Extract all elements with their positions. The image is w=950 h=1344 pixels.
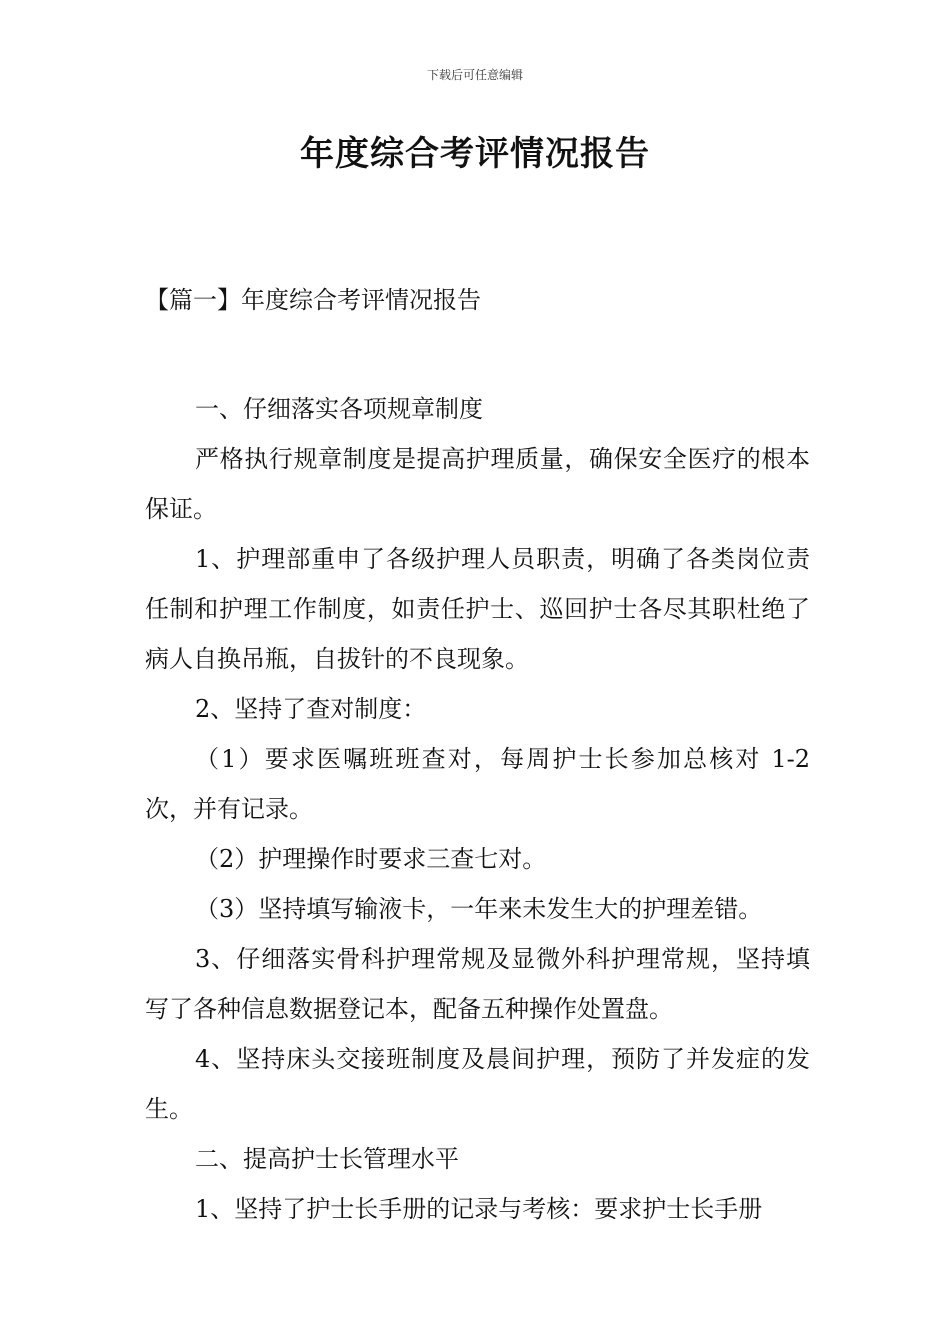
paragraph: （3）坚持填写输液卡，一年来未发生大的护理差错。 — [195, 895, 763, 923]
paragraph: 1、护理部重申了各级护理人员职责，明确了各类岗位责任制和护理工作制度，如责任护士、巡回护士各尽其职杜绝了病人自换吊瓶，自拔针的不良现象。 — [145, 545, 810, 673]
paragraph: 1、坚持了护士长手册的记录与考核：要求护士长手册 — [195, 1195, 763, 1223]
paragraph: （1）要求医嘱班班查对，每周护士长参加总核对 1-2 次，并有记录。 — [145, 745, 810, 823]
paragraph: 3、仔细落实骨科护理常规及显微外科护理常规，坚持填写了各种信息数据登记本，配备五种操作处置盘。 — [145, 945, 810, 1023]
paragraph: 2、坚持了查对制度： — [195, 695, 427, 723]
section-spacer — [145, 320, 810, 384]
paragraph: （2）护理操作时要求三查七对。 — [195, 845, 547, 873]
paragraph: 严格执行规章制度是提高护理质量，确保安全医疗的根本保证。 — [145, 445, 810, 523]
paragraph-heading-2: 二、提高护士长管理水平 — [195, 1145, 459, 1173]
header-note: 下载后可任意编辑 — [426, 68, 523, 82]
paragraph-heading-1: 一、仔细落实各项规章制度 — [195, 395, 483, 423]
paragraph: 4、坚持床头交接班制度及晨间护理，预防了并发症的发生。 — [145, 1045, 810, 1123]
section-heading: 【篇一】年度综合考评情况报告 — [145, 286, 481, 314]
page-title: 年度综合考评情况报告 — [300, 134, 650, 174]
document-body — [145, 280, 810, 1234]
